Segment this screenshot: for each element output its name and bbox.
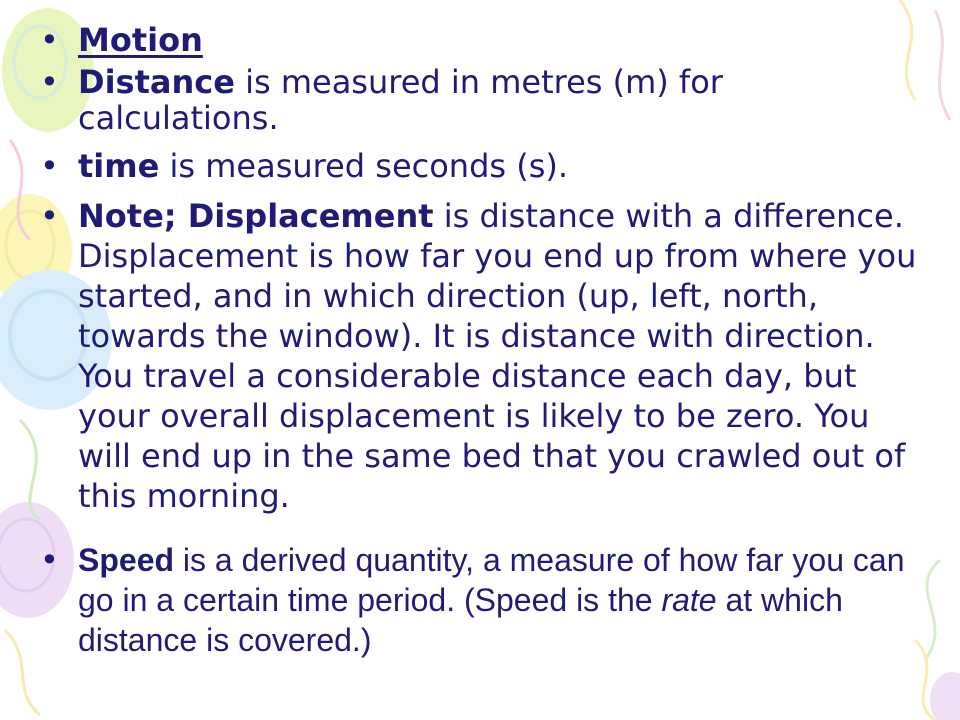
bullet-distance <box>40 64 920 136</box>
displacement-text: is distance with a difference. Displacement is how far you end up from where you started, and in which direction (up, left, north, towards the window). It is distance with direction. You travel a considerable distance each day, but your overall displacement is likely to be zero. You will end up in the same bed that you crawled out of this morning. <box>78 197 917 515</box>
bullet-speed <box>40 540 920 660</box>
speed-keyword: Speed <box>78 542 175 578</box>
displacement-keyword: Note; Displacement <box>78 197 434 235</box>
bullet-list <box>40 18 920 660</box>
slide-content <box>40 18 920 660</box>
speed-text: is a derived quantity, a measure of how far you can go in a certain time period. (Speed is the <box>78 542 905 618</box>
speed-end-text: at which distance is covered.) <box>78 582 843 658</box>
distance-keyword: Distance <box>78 63 235 101</box>
time-text: is measured seconds (s). <box>159 147 569 185</box>
motion-heading: Motion <box>78 21 203 59</box>
distance-text: is measured in metres (m) for calculations. <box>78 63 723 137</box>
bullet-displacement <box>40 196 920 516</box>
bullet-motion <box>40 18 920 62</box>
speed-rate-word: rate <box>661 582 717 618</box>
bullet-time <box>40 148 920 184</box>
time-keyword: time <box>78 147 160 185</box>
